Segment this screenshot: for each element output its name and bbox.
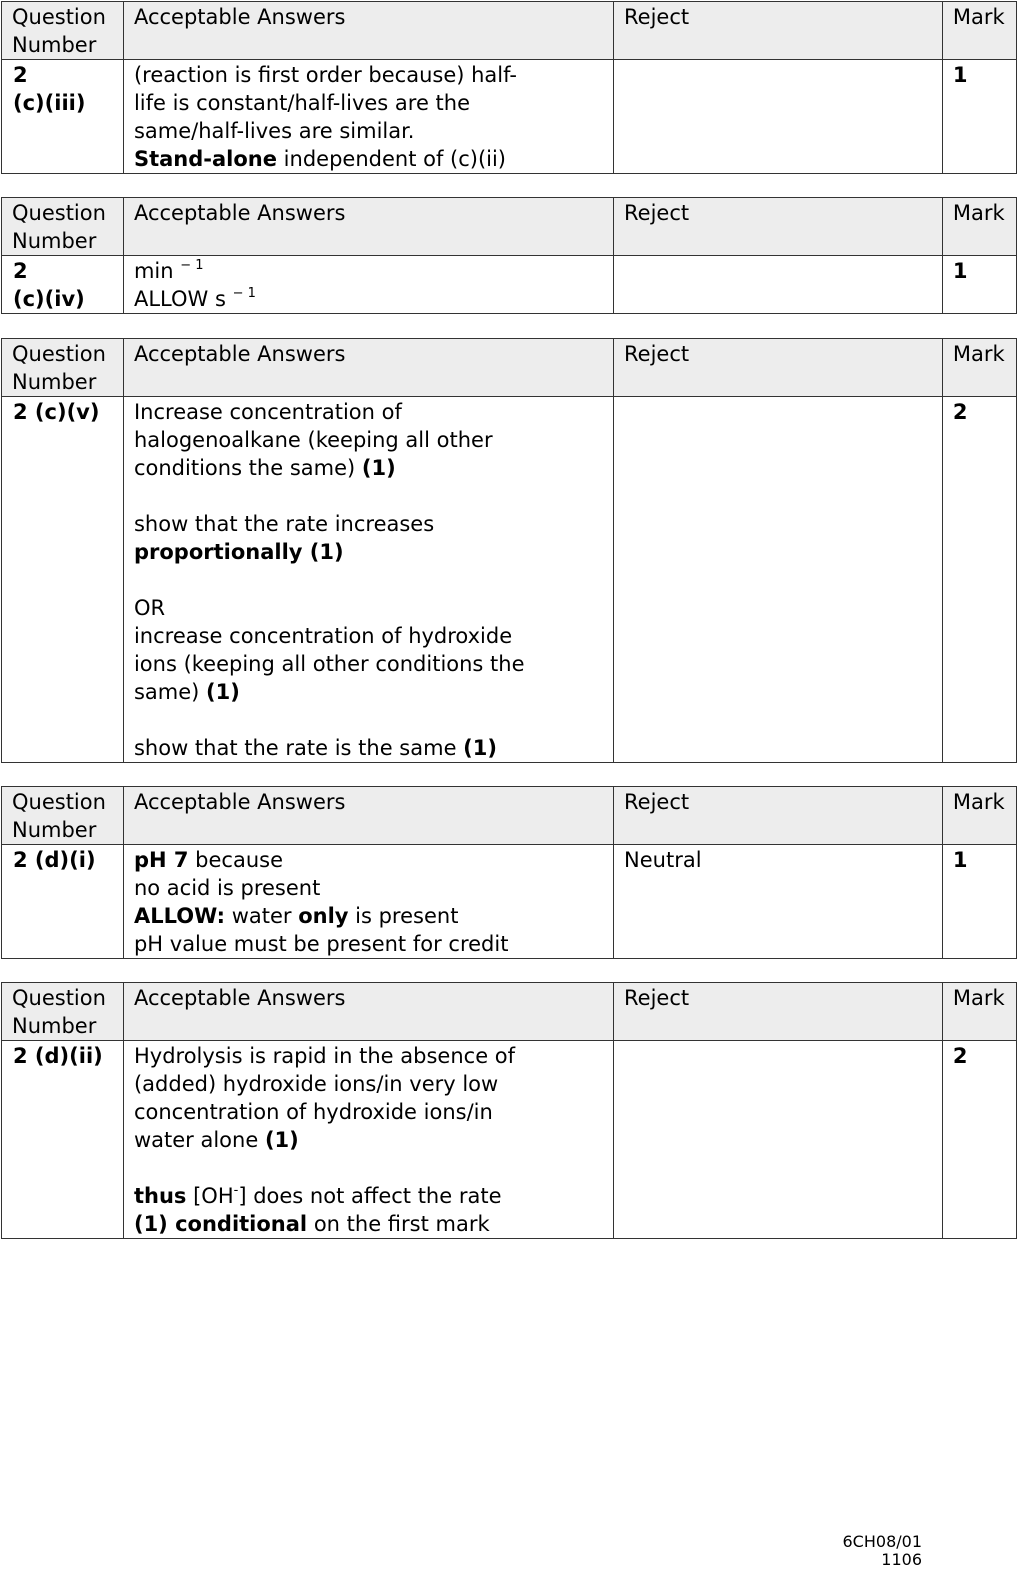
- header-acceptable-answers: Acceptable Answers: [123, 983, 613, 1041]
- header-acceptable-answers: Acceptable Answers: [123, 198, 613, 256]
- mark-scheme-table-2di: [1, 786, 1017, 959]
- acceptable-answer: (reaction is first order because) half- life is constant/half-lives are the same/half-lives are similar. Stand-alone independent of (c)(ii): [123, 60, 613, 174]
- header-mark: Mark: [942, 983, 1016, 1041]
- header-row: [2, 198, 1017, 256]
- mark-cell: 1: [942, 256, 1016, 314]
- header-question-number: Question Number: [2, 787, 124, 845]
- question-number: 2 (c)(v): [2, 397, 124, 763]
- header-row: [2, 2, 1017, 60]
- answer-row: [2, 60, 1017, 174]
- reject-cell: [614, 256, 943, 314]
- answer-row: [2, 1041, 1017, 1239]
- acceptable-answer: Hydrolysis is rapid in the absence of (added) hydroxide ions/in very low concentration of hydroxide ions/in water alone (1) thus [OH-] does not affect the rate (1) conditional on the first mark: [123, 1041, 613, 1239]
- mark-scheme-table-2cv: [1, 338, 1017, 763]
- header-mark: Mark: [942, 339, 1016, 397]
- header-mark: Mark: [942, 2, 1016, 60]
- mark-cell: 2: [942, 1041, 1016, 1239]
- paper-number: 1106: [881, 1550, 922, 1569]
- question-number: 2 (c)(iii): [2, 60, 124, 174]
- header-acceptable-answers: Acceptable Answers: [123, 787, 613, 845]
- question-number: 2 (d)(i): [2, 845, 124, 959]
- header-reject: Reject: [614, 339, 943, 397]
- answer-row: [2, 845, 1017, 959]
- header-question-number: Question Number: [2, 339, 124, 397]
- header-mark: Mark: [942, 787, 1016, 845]
- answer-row: [2, 256, 1017, 314]
- acceptable-answer: pH 7 because no acid is present ALLOW: water only is present pH value must be present for credit: [123, 845, 613, 959]
- header-row: [2, 339, 1017, 397]
- header-reject: Reject: [614, 2, 943, 60]
- header-question-number: Question Number: [2, 983, 124, 1041]
- mark-scheme-table-2civ: [1, 197, 1017, 314]
- reject-cell: [614, 60, 943, 174]
- mark-cell: 1: [942, 60, 1016, 174]
- question-number: 2 (c)(iv): [2, 256, 124, 314]
- header-acceptable-answers: Acceptable Answers: [123, 2, 613, 60]
- header-reject: Reject: [614, 983, 943, 1041]
- question-number: 2 (d)(ii): [2, 1041, 124, 1239]
- mark-scheme-table-2dii: [1, 982, 1017, 1239]
- header-acceptable-answers: Acceptable Answers: [123, 339, 613, 397]
- mark-cell: 2: [942, 397, 1016, 763]
- header-row: [2, 787, 1017, 845]
- acceptable-answer: Increase concentration of halogenoalkane (keeping all other conditions the same) (1) show that the rate increases proportionally (1) OR increase concentration of hydroxide ions (keeping all other conditions the same) (1) show that the rate is the same (1): [123, 397, 613, 763]
- acceptable-answer: min $^{- 1}$ ALLOW s $^{- 1}$: [123, 256, 613, 314]
- page-footer: [800, 1533, 922, 1569]
- reject-cell: Neutral: [614, 845, 943, 959]
- answer-row: [2, 397, 1017, 763]
- paper-code: 6CH08/01: [842, 1532, 922, 1551]
- reject-cell: [614, 1041, 943, 1239]
- header-mark: Mark: [942, 198, 1016, 256]
- mark-cell: 1: [942, 845, 1016, 959]
- header-question-number: Question Number: [2, 2, 124, 60]
- mark-scheme-table-2ciii: [1, 1, 1017, 174]
- header-row: [2, 983, 1017, 1041]
- header-reject: Reject: [614, 198, 943, 256]
- header-question-number: Question Number: [2, 198, 124, 256]
- reject-cell: [614, 397, 943, 763]
- header-reject: Reject: [614, 787, 943, 845]
